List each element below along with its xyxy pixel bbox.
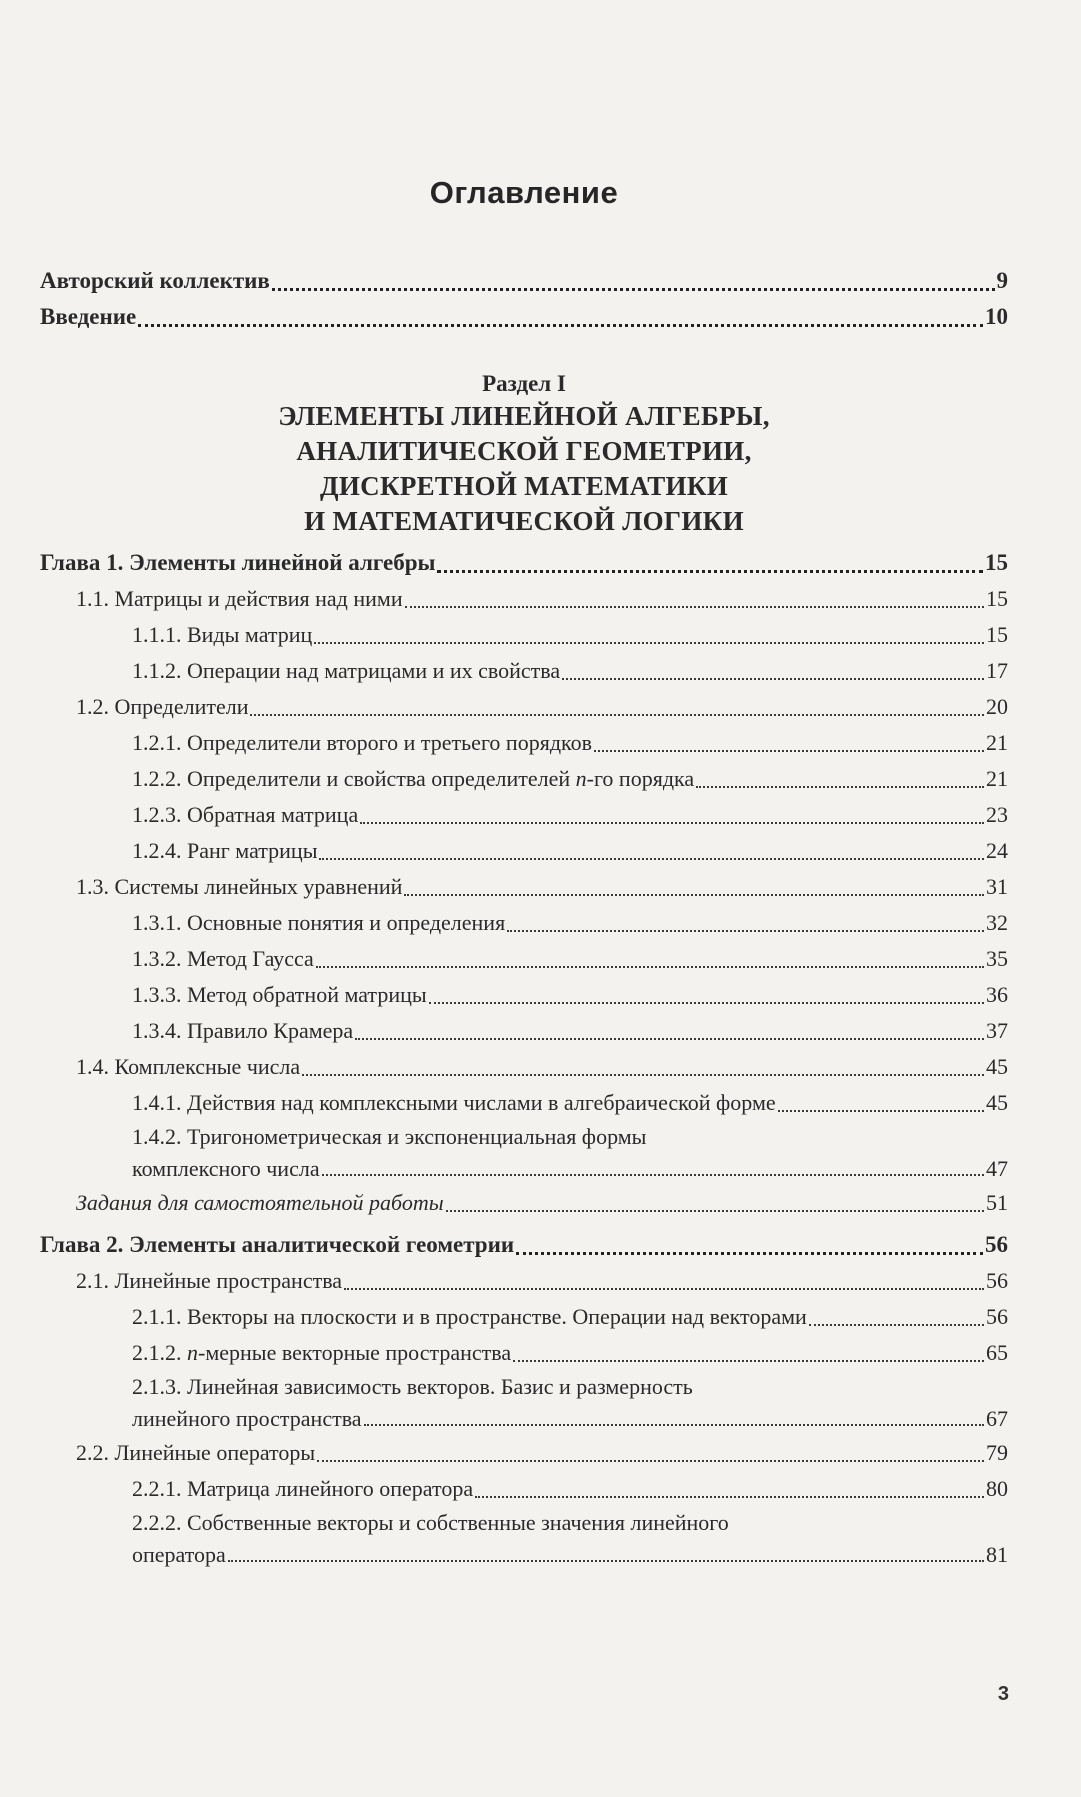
section-title-line: ДИСКРЕТНОЙ МАТЕМАТИКИ bbox=[319, 471, 729, 501]
toc-entry-1-4-2[interactable]: 1.4.2. Тригонометрическая и экспоненциальная формы комплексного числа 47 bbox=[132, 1124, 1008, 1181]
leader-dots bbox=[404, 893, 984, 896]
section-heading bbox=[40, 369, 1008, 539]
toc-entry-chapter-1[interactable]: Глава 1. Элементы линейной алгебры 15 bbox=[40, 550, 1008, 575]
toc-entry-authors[interactable]: Авторский коллектив 9 bbox=[40, 268, 1008, 293]
section-title-line: И МАТЕМАТИЧЕСКОЙ ЛОГИКИ bbox=[304, 506, 744, 536]
leader-dots bbox=[696, 785, 984, 788]
toc-entry-2-1-1[interactable]: 2.1.1. Векторы на плоскости и в пространстве. Операции над векторами 56 bbox=[132, 1304, 1008, 1329]
leader-dots bbox=[355, 1037, 984, 1040]
toc-entry-1-3-4[interactable]: 1.3.4. Правило Крамера 37 bbox=[132, 1018, 1008, 1043]
toc-entry-1-3-3[interactable]: 1.3.3. Метод обратной матрицы 36 bbox=[132, 982, 1008, 1007]
toc-entry-introduction[interactable]: Введение 10 bbox=[40, 304, 1008, 329]
section-title-line: ЭЛЕМЕНТЫ ЛИНЕЙНОЙ АЛГЕБРЫ, bbox=[278, 401, 770, 431]
leader-dots bbox=[302, 1073, 984, 1076]
leader-dots bbox=[360, 821, 984, 824]
toc-entry-1-2-3[interactable]: 1.2.3. Обратная матрица 23 bbox=[132, 802, 1008, 827]
leader-dots bbox=[437, 569, 983, 573]
leader-dots bbox=[516, 1251, 983, 1255]
toc-entry-2-1-3[interactable]: 2.1.3. Линейная зависимость векторов. Базис и размерность линейного пространства 67 bbox=[132, 1374, 1008, 1431]
leader-dots bbox=[344, 1287, 984, 1290]
toc-entry-2-2-1[interactable]: 2.2.1. Матрица линейного оператора 80 bbox=[132, 1476, 1008, 1501]
leader-dots bbox=[250, 713, 984, 716]
page-title: Оглавление bbox=[429, 175, 619, 210]
leader-dots bbox=[513, 1359, 984, 1362]
toc-entry-1-3-2[interactable]: 1.3.2. Метод Гаусса 35 bbox=[132, 946, 1008, 971]
leader-dots bbox=[228, 1559, 984, 1562]
leader-dots bbox=[364, 1423, 984, 1426]
leader-dots bbox=[475, 1495, 984, 1498]
toc-entry-1-3[interactable]: 1.3. Системы линейных уравнений 31 bbox=[76, 874, 1008, 899]
toc-entry-1-3-1[interactable]: 1.3.1. Основные понятия и определения 32 bbox=[132, 910, 1008, 935]
leader-dots bbox=[138, 323, 983, 327]
leader-dots bbox=[316, 965, 984, 968]
leader-dots bbox=[429, 1001, 984, 1004]
toc-entry-2-2-2[interactable]: 2.2.2. Собственные векторы и собственные значения линейного оператора 81 bbox=[132, 1510, 1008, 1567]
toc-entry-1-1[interactable]: 1.1. Матрицы и действия над ними 15 bbox=[76, 586, 1008, 611]
leader-dots bbox=[809, 1323, 984, 1326]
leader-dots bbox=[317, 1459, 984, 1462]
toc-entry-chapter-2[interactable]: Глава 2. Элементы аналитической геометрии 56 bbox=[40, 1232, 1008, 1257]
toc-entry-2-1-2[interactable]: 2.1.2. n-мерные векторные пространства 65 bbox=[132, 1340, 1008, 1365]
leader-dots bbox=[507, 929, 984, 932]
leader-dots bbox=[446, 1209, 984, 1212]
toc-entry-1-1-2[interactable]: 1.1.2. Операции над матрицами и их свойства 17 bbox=[132, 658, 1008, 683]
toc-entry-1-4[interactable]: 1.4. Комплексные числа 45 bbox=[76, 1054, 1008, 1079]
leader-dots bbox=[778, 1109, 984, 1112]
leader-dots bbox=[319, 857, 984, 860]
toc-entry-tasks-1[interactable]: Задания для самостоятельной работы 51 bbox=[76, 1190, 1008, 1215]
page-number: 3 bbox=[997, 1683, 1009, 1705]
toc-entry-1-2-4[interactable]: 1.2.4. Ранг матрицы 24 bbox=[132, 838, 1008, 863]
leader-dots bbox=[562, 677, 984, 680]
toc-entry-1-4-1[interactable]: 1.4.1. Действия над комплексными числами в алгебраической форме 45 bbox=[132, 1090, 1008, 1115]
leader-dots bbox=[405, 605, 984, 608]
section-number: Раздел I bbox=[482, 371, 566, 396]
toc-entry-1-2[interactable]: 1.2. Определители 20 bbox=[76, 694, 1008, 719]
leader-dots bbox=[272, 287, 995, 291]
toc-entry-2-1[interactable]: 2.1. Линейные пространства 56 bbox=[76, 1268, 1008, 1293]
toc-entry-1-1-1[interactable]: 1.1.1. Виды матриц 15 bbox=[132, 622, 1008, 647]
toc-page bbox=[40, 175, 1008, 1571]
leader-dots bbox=[594, 749, 984, 752]
leader-dots bbox=[322, 1173, 984, 1176]
leader-dots bbox=[314, 641, 984, 644]
toc-entry-1-2-1[interactable]: 1.2.1. Определители второго и третьего порядков 21 bbox=[132, 730, 1008, 755]
section-title-line: АНАЛИТИЧЕСКОЙ ГЕОМЕТРИИ, bbox=[296, 436, 752, 466]
toc-entry-1-2-2[interactable]: 1.2.2. Определители и свойства определителей n-го порядка 21 bbox=[132, 766, 1008, 791]
toc-entry-2-2[interactable]: 2.2. Линейные операторы 79 bbox=[76, 1440, 1008, 1465]
